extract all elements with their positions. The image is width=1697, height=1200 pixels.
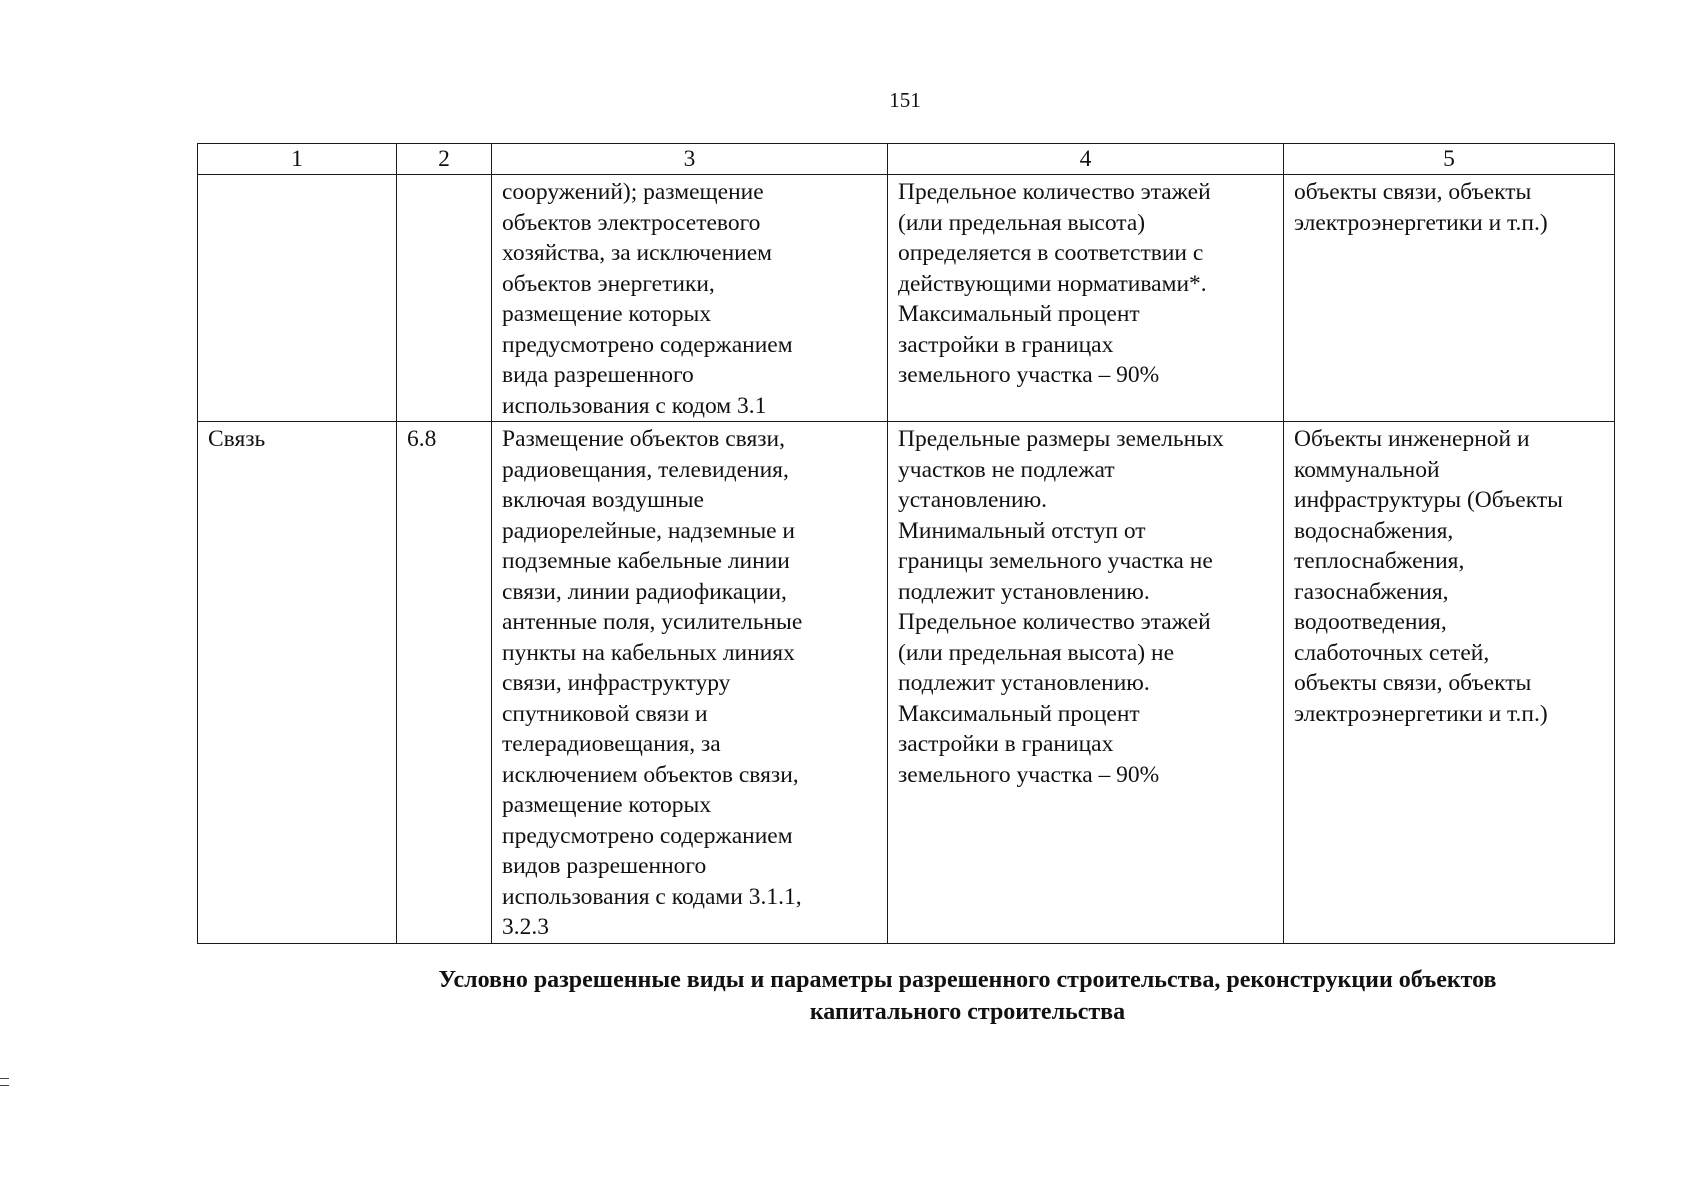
cell-text-line: хозяйства, за исключением: [502, 240, 773, 266]
cell-text-line: слаботочных сетей,: [1294, 639, 1490, 666]
cell-text-line: объектов электросетевого: [502, 209, 761, 236]
cell-auxiliary-uses: [1284, 422, 1615, 944]
cell-text-line: подземные кабельные линии: [502, 548, 790, 574]
cell-text-line: сооружений); размещение: [502, 179, 764, 205]
cell-text-line: определяется в соответствии с: [898, 240, 1204, 266]
cell-text-line: земельного участка – 90%: [898, 362, 1160, 388]
page-number: 151: [889, 88, 921, 112]
cell-parameters: [888, 175, 1284, 422]
cell-text-line: объекты связи, объекты: [1294, 179, 1532, 205]
cell-text-line: размещение которых: [502, 792, 712, 818]
cell-text-line: Размещение объектов связи,: [502, 426, 785, 452]
cell-text-line: (или предельная высота) не: [898, 639, 1174, 666]
header-col-1: 1: [198, 144, 397, 175]
table-row: [198, 175, 1615, 422]
cell-text-line: Максимальный процент: [898, 700, 1140, 727]
cell-text-line: связи, инфраструктуру: [502, 670, 731, 696]
cell-use-name: [198, 175, 397, 422]
cell-text-line: антенные поля, усилительные: [502, 609, 803, 635]
cell-text-line: объектов энергетики,: [502, 270, 715, 297]
cell-auxiliary-uses: [1284, 175, 1615, 422]
cell-text-line: коммунальной: [1294, 456, 1440, 483]
table-header-row: [198, 144, 1615, 175]
cell-text-line: подлежит установлению.: [898, 670, 1150, 696]
cell-text-line: 3.2.3: [502, 914, 549, 940]
cell-text-line: газоснабжения,: [1294, 578, 1449, 605]
cell-use-code: 6.8: [397, 422, 492, 944]
section-heading: [345, 964, 1590, 1028]
cell-text-line: Минимальный отступ от: [898, 517, 1146, 544]
cell-text-line: границы земельного участка не: [898, 548, 1213, 574]
cell-text-line: участков не подлежат: [898, 456, 1115, 483]
cell-use-description: [492, 422, 888, 944]
cell-text-line: водоснабжения,: [1294, 517, 1454, 544]
section-heading-line-2: капитального строительства: [809, 999, 1126, 1025]
cell-text-line: Максимальный процент: [898, 301, 1140, 327]
cell-text-line: радиорелейные, надземные и: [502, 517, 796, 544]
cell-text-line: электроэнергетики и т.п.): [1294, 700, 1548, 727]
cell-text-line: Предельные размеры земельных: [898, 426, 1224, 452]
cell-text-line: Объекты инженерной и: [1294, 426, 1530, 452]
cell-text-line: земельного участка – 90%: [898, 761, 1160, 788]
cell-text-line: связи, линии радиофикации,: [502, 578, 787, 605]
cell-text-line: (или предельная высота): [898, 209, 1146, 236]
cell-text-line: объекты связи, объекты: [1294, 670, 1532, 696]
cell-text-line: спутниковой связи и: [502, 700, 708, 727]
cell-text-line: застройки в границах: [898, 331, 1114, 358]
cell-use-description: [492, 175, 888, 422]
cell-text-line: исключением объектов связи,: [502, 761, 799, 788]
cell-text-line: установлению.: [898, 487, 1048, 513]
zoning-table: [197, 143, 1615, 944]
cell-text-line: подлежит установлению.: [898, 578, 1150, 605]
cell-text-line: действующими нормативами*.: [898, 270, 1207, 297]
scan-edge-mark: [0, 1078, 9, 1086]
header-col-5: 5: [1284, 144, 1615, 175]
cell-text-line: электроэнергетики и т.п.): [1294, 209, 1548, 236]
cell-text-line: размещение которых: [502, 301, 712, 327]
cell-text-line: Предельное количество этажей: [898, 609, 1211, 635]
header-col-4: 4: [888, 144, 1284, 175]
cell-text-line: пункты на кабельных линиях: [502, 639, 795, 666]
cell-text-line: предусмотрено содержанием: [502, 331, 793, 358]
table-row: [198, 422, 1615, 944]
cell-text-line: телерадиовещания, за: [502, 731, 721, 757]
cell-text-line: Предельное количество этажей: [898, 179, 1211, 205]
cell-parameters: [888, 422, 1284, 944]
cell-use-code: [397, 175, 492, 422]
cell-text-line: вида разрешенного: [502, 362, 694, 388]
header-col-3: 3: [492, 144, 888, 175]
cell-text-line: теплоснабжения,: [1294, 548, 1465, 574]
cell-use-name: Связь: [198, 422, 397, 944]
section-heading-line-1: Условно разрешенные виды и параметры разрешенного строительства, реконструкции объектов: [438, 967, 1497, 993]
cell-text-line: водоотведения,: [1294, 609, 1447, 635]
cell-text-line: радиовещания, телевидения,: [502, 456, 789, 483]
cell-text-line: включая воздушные: [502, 487, 704, 513]
cell-text-line: застройки в границах: [898, 731, 1114, 757]
cell-text-line: предусмотрено содержанием: [502, 822, 793, 849]
header-col-2: 2: [397, 144, 492, 175]
cell-text-line: использования с кодами 3.1.1,: [502, 883, 802, 910]
cell-text-line: видов разрешенного: [502, 853, 707, 879]
cell-text-line: использования с кодом 3.1: [502, 392, 767, 419]
cell-text-line: инфраструктуры (Объекты: [1294, 487, 1563, 513]
